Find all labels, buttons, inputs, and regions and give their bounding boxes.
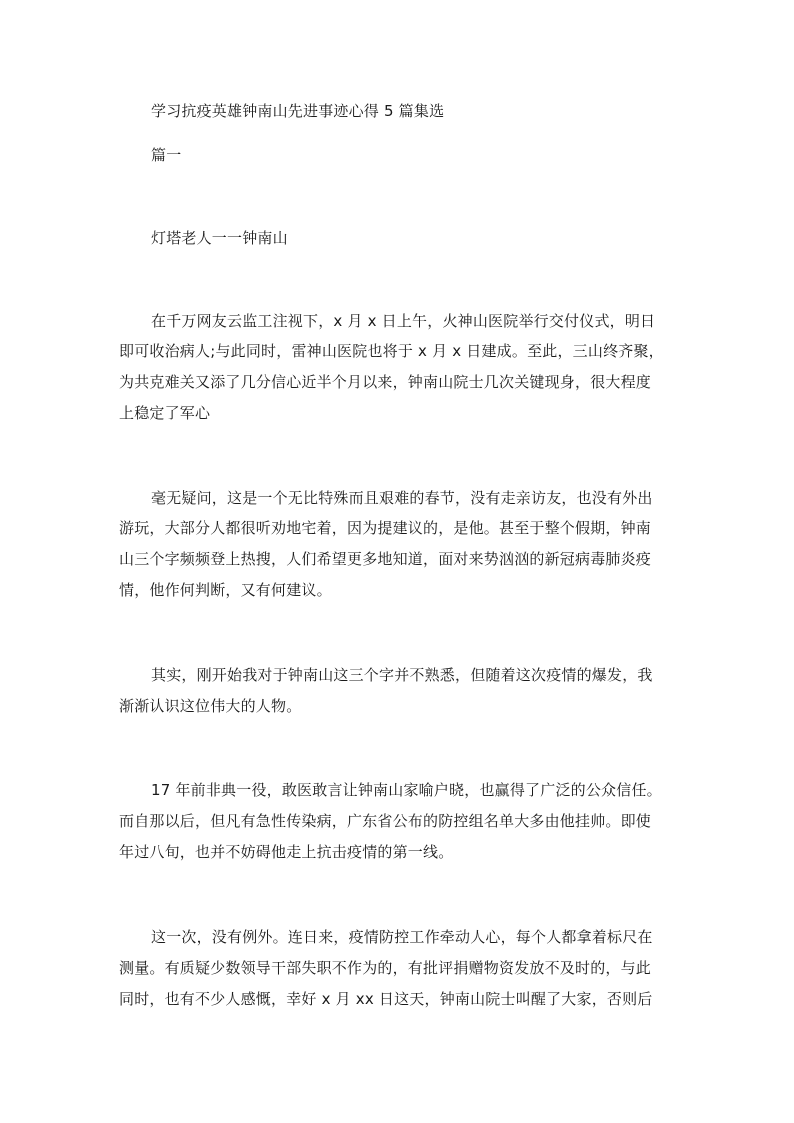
article-subtitle: 灯塔老人一一钟南山 [151,229,288,247]
paragraph-line: 上稳定了军心 [119,404,211,422]
section-heading: 篇一 [151,146,182,164]
paragraph-line: 测量。有质疑少数领导干部失职不作为的，有批评捐赠物资发放不及时的，与此 [119,959,652,977]
paragraph-line: 这一次，没有例外。连日来，疫情防控工作牵动人心，每个人都拿着标尺在 [151,928,653,946]
paragraph-line: 情，他作何判断，又有何建议。 [119,581,332,599]
paragraph-line: 同时，也有不少人感慨，幸好 x 月 xx 日这天，钟南山院士叫醒了大家，否则后 [119,990,653,1008]
paragraph-line: 年过八旬，也并不妨碍他走上抗击疫情的第一线。 [119,843,454,861]
paragraph-line: 毫无疑问，这是一个无比特殊而且艰难的春节，没有走亲访友，也没有外出 [151,489,653,507]
paragraph-line: 即可收治病人;与此同时，雷神山医院也将于 x 月 x 日建成。至此，三山终齐聚， [119,342,664,360]
paragraph-line: 渐渐认识这位伟大的人物。 [119,697,302,715]
document-title: 学习抗疫英雄钟南山先进事迹心得 5 篇集选 [151,102,445,120]
paragraph-line: 而自那以后，但凡有急性传染病，广东省公布的防控组名单大多由他挂帅。即使 [119,812,652,830]
paragraph-line: 山三个字频频登上热搜，人们希望更多地知道，面对来势汹汹的新冠病毒肺炎疫 [119,550,652,568]
paragraph-line: 为共克难关又添了几分信心近半个月以来，钟南山院士几次关键现身，很大程度 [119,373,652,391]
paragraph-line: 17 年前非典一役，敢医敢言让钟南山家喻户晓，也赢得了广泛的公众信任。 [151,781,662,799]
paragraph-line: 在千万网友云监工注视下，x 月 x 日上午，火神山医院举行交付仪式，明日 [151,312,656,330]
paragraph-line: 游玩，大部分人都很听劝地宅着，因为提建议的，是他。甚至于整个假期，钟南 [119,519,652,537]
paragraph-line: 其实，刚开始我对于钟南山这三个字并不熟悉，但随着这次疫情的爆发，我 [151,666,653,684]
